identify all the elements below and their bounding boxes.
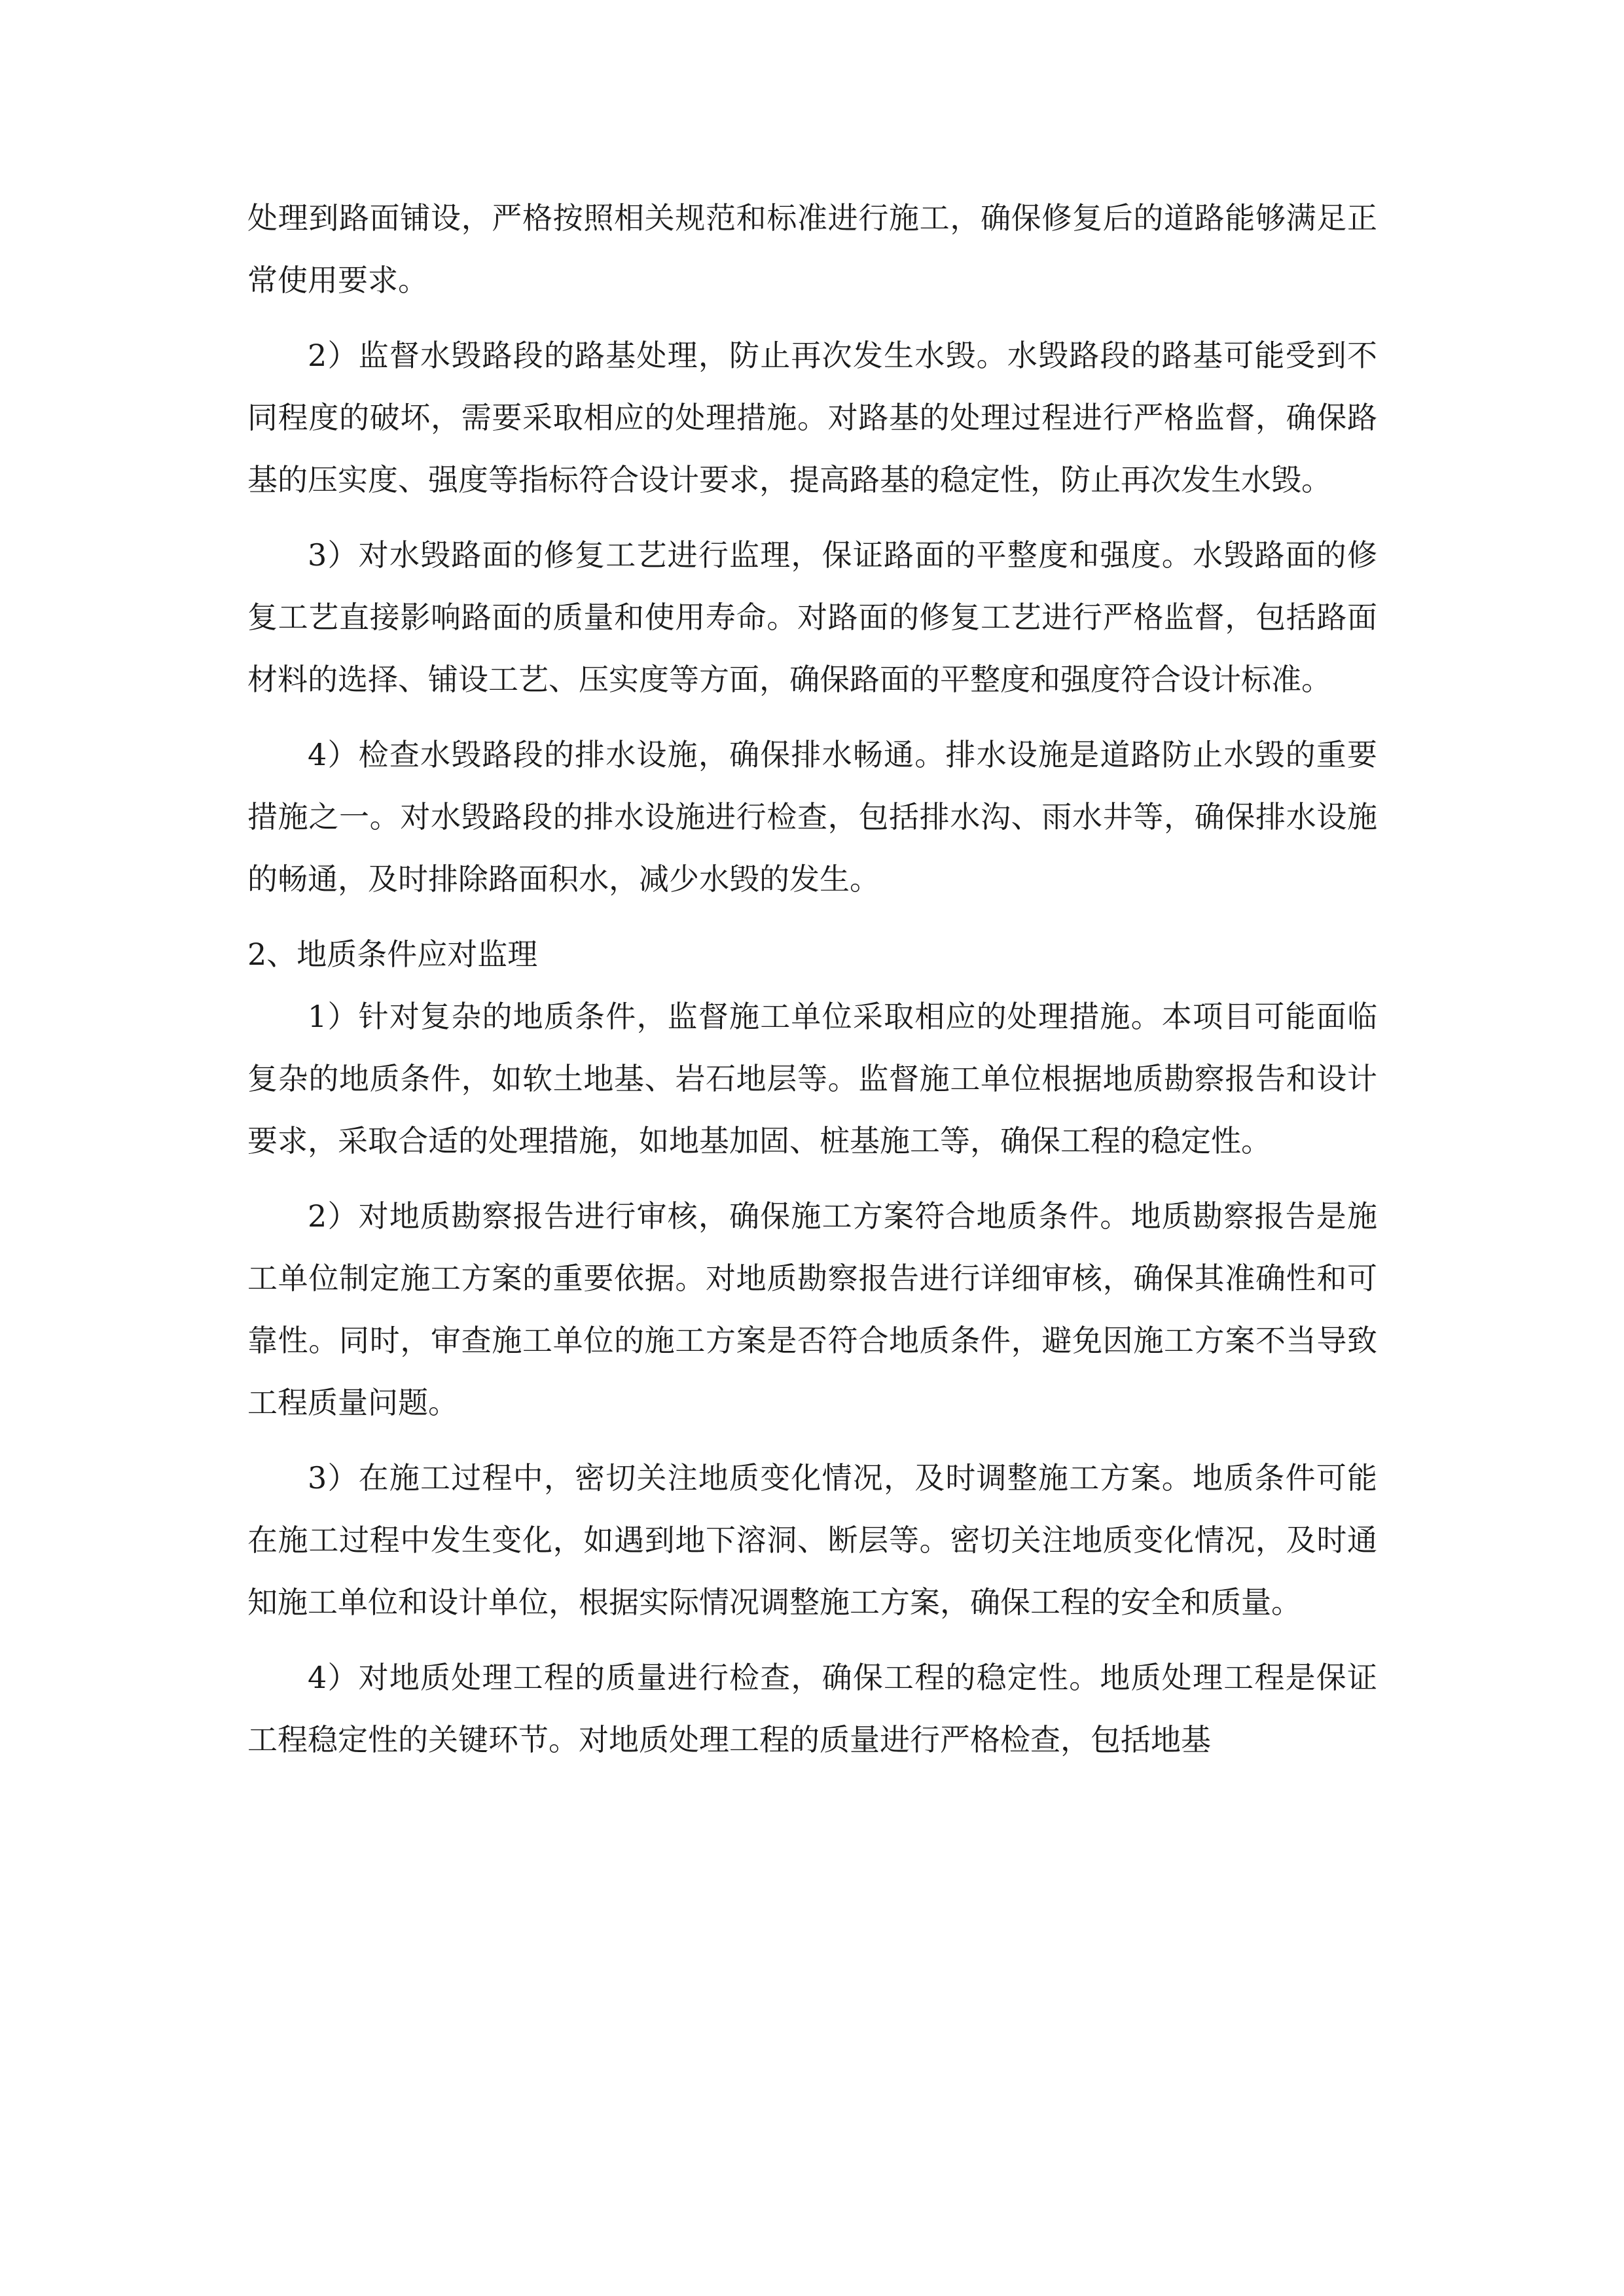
paragraph-continuation: 处理到路面铺设，严格按照相关规范和标准进行施工，确保修复后的道路能够满足正常使用要求。 bbox=[247, 200, 1377, 298]
paragraph-complex-geology: 1）针对复杂的地质条件，监督施工单位采取相应的处理措施。本项目可能面临复杂的地质条件，如软土地基、岩石地层等。监督施工单位根据地质勘察报告和设计要求，采取合适的处理措施，如地基加固、桩基施工等，确保工程的稳定性。 bbox=[247, 999, 1377, 1158]
section-heading-geology: 2、地质条件应对监理 bbox=[247, 937, 538, 972]
paragraph-drainage-check: 4）检查水毁路段的排水设施，确保排水畅通。排水设施是道路防止水毁的重要措施之一。对水毁路段的排水设施进行检查，包括排水沟、雨水井等，确保排水设施的畅通，及时排除路面积水，减少水毁的发生。 bbox=[247, 737, 1377, 897]
paragraph-pavement-repair: 3）对水毁路面的修复工艺进行监理，保证路面的平整度和强度。水毁路面的修复工艺直接影响路面的质量和使用寿命。对路面的修复工艺进行严格监督，包括路面材料的选择、铺设工艺、压实度等方面，确保路面的平整度和强度符合设计标准。 bbox=[247, 537, 1377, 697]
paragraph-geology-monitoring: 3）在施工过程中，密切关注地质变化情况，及时调整施工方案。地质条件可能在施工过程中发生变化，如遇到地下溶洞、断层等。密切关注地质变化情况，及时通知施工单位和设计单位，根据实际情况调整施工方案，确保工程的安全和质量。 bbox=[247, 1460, 1377, 1620]
paragraph-subgrade-supervision: 2）监督水毁路段的路基处理，防止再次发生水毁。水毁路段的路基可能受到不同程度的破坏，需要采取相应的处理措施。对路基的处理过程进行严格监督，确保路基的压实度、强度等指标符合设计要求，提高路基的稳定性，防止再次发生水毁。 bbox=[247, 338, 1377, 497]
paragraph-quality-inspection: 4）对地质处理工程的质量进行检查，确保工程的稳定性。地质处理工程是保证工程稳定性的关键环节。对地质处理工程的质量进行严格检查，包括地基 bbox=[247, 1660, 1377, 1757]
document-body bbox=[247, 187, 1377, 1771]
paragraph-survey-review: 2）对地质勘察报告进行审核，确保施工方案符合地质条件。地质勘察报告是施工单位制定施工方案的重要依据。对地质勘察报告进行详细审核，确保其准确性和可靠性。同时，审查施工单位的施工方案是否符合地质条件，避免因施工方案不当导致工程质量问题。 bbox=[247, 1198, 1377, 1420]
